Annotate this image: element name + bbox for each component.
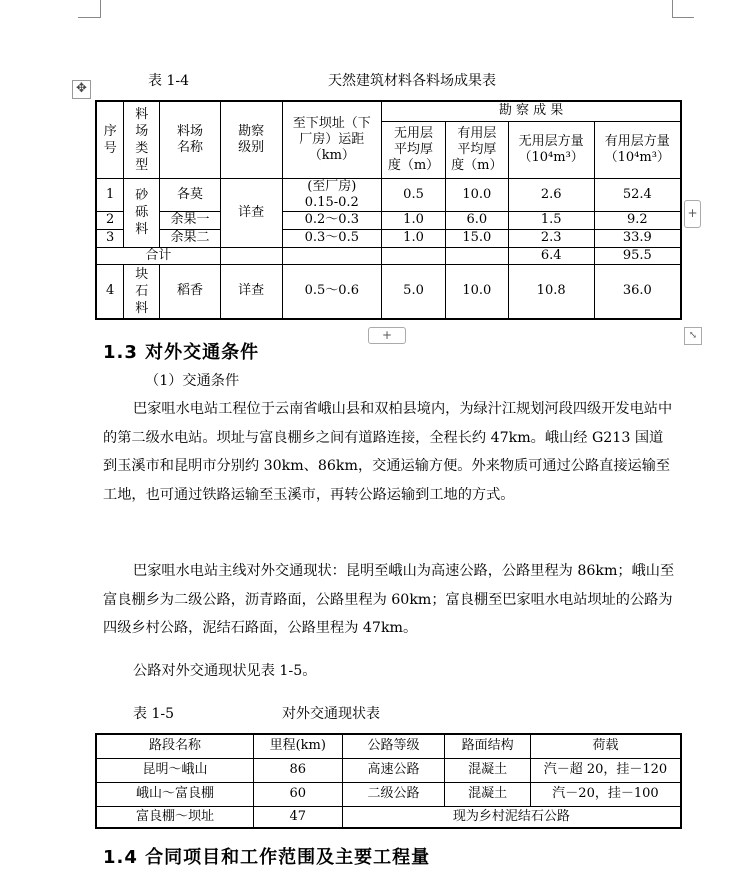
cell-empty: [220, 247, 282, 264]
cell: 混凝土: [445, 782, 531, 806]
cell-name: 各莫: [160, 178, 221, 211]
cell-value: 2.6: [508, 178, 594, 211]
cell: 二级公路: [342, 782, 445, 806]
table-caption-title: 对外交通现状表: [282, 706, 380, 722]
cell-distance: 0.3～0.5: [282, 229, 382, 247]
table-row: [96, 229, 681, 247]
header-level: 勘察 级别: [220, 101, 282, 178]
cell-value: 52.4: [594, 178, 681, 211]
cell: 47: [253, 806, 342, 828]
table-row: [96, 758, 681, 782]
table-row: [96, 211, 681, 229]
header-seq: 序 号: [96, 101, 124, 178]
cell-no: 2: [96, 211, 124, 229]
cell-no: 3: [96, 229, 124, 247]
table-row: [96, 264, 681, 319]
cell-value: 1.5: [508, 211, 594, 229]
cell-type-stone: 块 石 料: [124, 264, 160, 319]
table-row: [96, 178, 681, 211]
paragraph-3: 公路对外交通现状见表 1-5。: [133, 663, 317, 679]
cell-value: 33.9: [594, 229, 681, 247]
table-row: [96, 782, 681, 806]
add-row-plus-icon[interactable]: +: [368, 327, 406, 344]
cell-value: 10.0: [445, 178, 508, 211]
cell-name: 余果一: [160, 211, 221, 229]
crop-mark: [672, 17, 694, 18]
subsection-title: （1）交通条件: [145, 373, 240, 389]
cell-distance: 0.2～0.3: [282, 211, 382, 229]
header-useless-thick: 无用层 平均厚 度（m）: [382, 121, 446, 178]
materials-table: [95, 100, 682, 320]
cell: 昆明～峨山: [96, 758, 253, 782]
crop-mark: [100, 0, 101, 18]
cell-empty: [282, 247, 382, 264]
cell-name: 稻香: [160, 264, 221, 319]
cell-empty: [445, 247, 508, 264]
paragraph-2: 巴家咀水电站主线对外交通现状：昆明至峨山为高速公路，公路里程为 86km；峨山至富良棚乡为二级公路，沥青路面，公路里程为 60km；富良棚至巴家咀水电站坝址的公路为四级乡村公路，泥结石路面，公路里程为 47km。: [103, 563, 675, 636]
header-type: 料 场 类 型: [124, 101, 160, 178]
table-caption-number: 表 1-5: [133, 706, 174, 722]
cell: 汽－超 20，挂－120: [530, 758, 681, 782]
cell-distance: 0.5～0.6: [282, 264, 382, 319]
cell-value: 9.2: [594, 211, 681, 229]
header-survey: 勘 察 成 果: [382, 101, 681, 121]
cell-level: 详查: [220, 264, 282, 319]
cell: 汽－20，挂－100: [530, 782, 681, 806]
cell-value: 36.0: [594, 264, 681, 319]
table-caption-number: 表 1-4: [148, 73, 189, 89]
cell-empty: [382, 247, 446, 264]
header-name: 料场 名称: [160, 101, 221, 178]
table-header-row: [96, 734, 681, 758]
header-useful-thick: 有用层 平均厚 度（m）: [445, 121, 508, 178]
cell-total-label: 合计: [96, 247, 220, 264]
cell-value: 15.0: [445, 229, 508, 247]
section-heading-1-3: 1.3 对外交通条件: [103, 342, 260, 363]
cell-name: 余果二: [160, 229, 221, 247]
header-cell: 路面结构: [445, 734, 531, 758]
table-row: [96, 806, 681, 828]
cell-value: 1.0: [382, 229, 446, 247]
cell: 富良棚～坝址: [96, 806, 253, 828]
cell: 60: [253, 782, 342, 806]
crop-mark: [78, 17, 100, 18]
cell-note: 现为乡村泥结石公路: [342, 806, 681, 828]
table-resize-icon[interactable]: ⤡: [684, 327, 702, 345]
crop-mark: [672, 0, 673, 18]
cell-value: 10.8: [508, 264, 594, 319]
paragraph-1: 巴家咀水电站工程位于云南省峨山县和双柏县境内，为绿汁江规划河段四级开发电站中的第二级水电站。坝址与富良棚乡之间有道路连接，全程长约 47km。峨山经 G213 国道到玉溪市和昆明市分别约 30km、86km，交通运输方便。外来物质可通过公路直接运输至工地，也可通过铁路运输至玉溪市，再转公路运输到工地的方式。: [103, 401, 673, 503]
table-caption-title: 天然建筑材料各料场成果表: [328, 73, 496, 89]
header-useful-vol: 有用层方量 （10⁴m³）: [594, 121, 681, 178]
table-move-icon[interactable]: ✥: [72, 80, 91, 99]
cell-value: 0.5: [382, 178, 446, 211]
cell: 86: [253, 758, 342, 782]
header-cell: 荷载: [530, 734, 681, 758]
table-total-row: [96, 247, 681, 264]
header-cell: 路段名称: [96, 734, 253, 758]
header-useless-vol: 无用层方量 （10⁴m³）: [508, 121, 594, 178]
header-cell: 公路等级: [342, 734, 445, 758]
cell: 高速公路: [342, 758, 445, 782]
header-distance: 至下坝址（下 厂房）运距 （km）: [282, 101, 382, 178]
cell-distance: (至厂房) 0.15-0.2: [282, 178, 382, 211]
header-cell: 里程(km): [253, 734, 342, 758]
cell-value: 6.4: [508, 247, 594, 264]
traffic-table: [95, 733, 682, 829]
section-heading-1-4: 1.4 合同项目和工作范围及主要工程量: [103, 847, 431, 868]
cell-value: 1.0: [382, 211, 446, 229]
cell-value: 2.3: [508, 229, 594, 247]
cell-type-sand: 砂 砾 料: [124, 178, 160, 247]
cell-level: 详查: [220, 178, 282, 247]
add-column-plus-icon[interactable]: +: [684, 200, 701, 228]
cell-no: 1: [96, 178, 124, 211]
cell: 峨山～富良棚: [96, 782, 253, 806]
cell-value: 6.0: [445, 211, 508, 229]
cell-value: 95.5: [594, 247, 681, 264]
cell: 混凝土: [445, 758, 531, 782]
cell-value: 10.0: [445, 264, 508, 319]
cell-value: 5.0: [382, 264, 446, 319]
cell-no: 4: [96, 264, 124, 319]
